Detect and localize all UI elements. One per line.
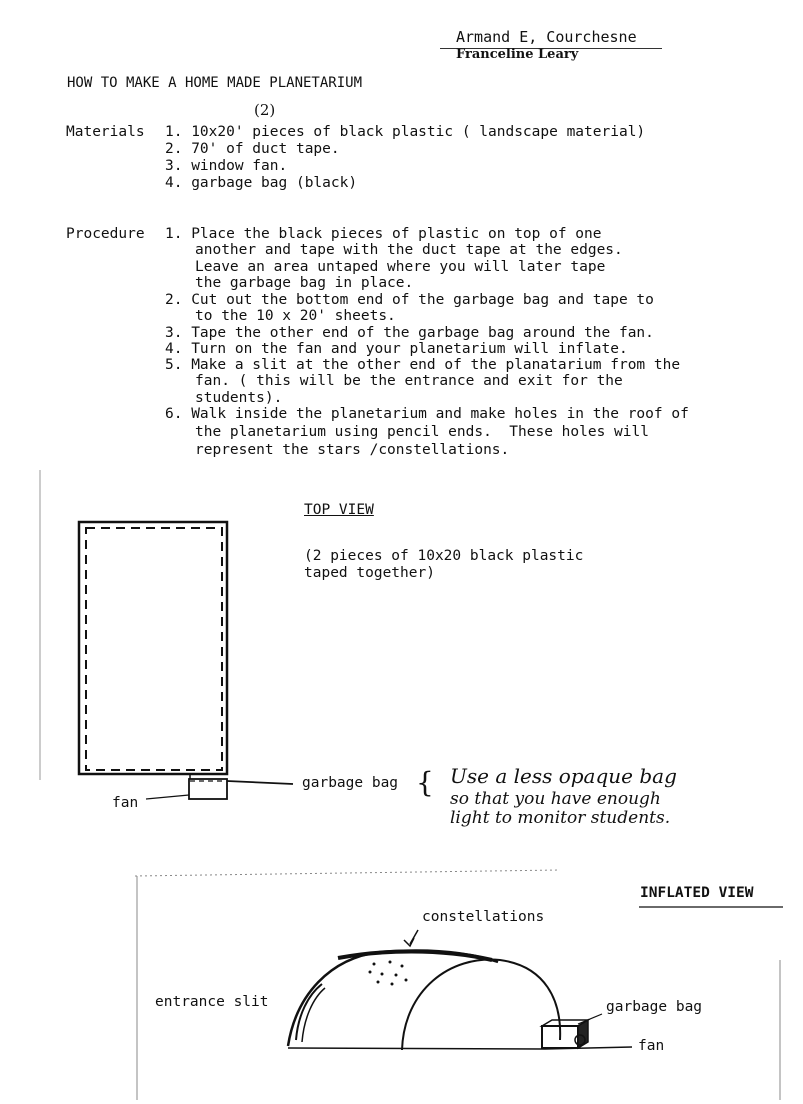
list-item: 4. Turn on the fan and your planetarium will inflate.	[165, 341, 628, 357]
list-item-line: fan. ( this will be the entrance and exit for the	[195, 373, 623, 389]
list-item: 3. Tape the other end of the garbage bag around the fan.	[165, 325, 654, 341]
brace-mark: {	[416, 766, 434, 799]
list-item: 2. 70' of duct tape.	[165, 141, 340, 157]
procedure-label: Procedure	[66, 226, 145, 242]
garbage-bag-label: garbage bag	[606, 999, 703, 1015]
list-item: 1. 10x20' pieces of black plastic ( landscape material)	[165, 124, 646, 140]
list-item: 5. Make a slit at the other end of the planatarium from the	[165, 357, 681, 373]
list-item-line: Leave an area untaped where you will later tape	[195, 259, 606, 275]
handwritten-note-line: Use a less opaque bag	[450, 764, 677, 788]
top-view-caption-line: taped together)	[304, 565, 435, 581]
garbage-bag-label: garbage bag	[302, 775, 399, 791]
list-item-line: the planetarium using pencil ends. These holes will	[195, 424, 649, 440]
fan-label: fan	[112, 795, 139, 811]
materials-label: Materials	[66, 124, 145, 140]
co-author-name: Franceline Leary	[456, 47, 579, 62]
author-name: Armand E, Courchesne	[456, 28, 637, 46]
list-item-line: another and tape with the duct tape at the edges.	[195, 242, 623, 258]
top-view-heading: TOP VIEW	[304, 502, 374, 518]
constellations-label: constellations	[422, 909, 545, 925]
handwritten-note-line: light to monitor students.	[450, 808, 671, 828]
list-item-line: represent the stars /constellations.	[195, 442, 510, 458]
fan-label: fan	[638, 1038, 665, 1054]
list-item: 2. Cut out the bottom end of the garbage bag and tape to	[165, 292, 654, 308]
list-item-line: the garbage bag in place.	[195, 275, 414, 291]
materials-superscript: (2)	[254, 101, 276, 119]
handwritten-note-line: so that you have enough	[450, 789, 661, 809]
inflated-view-heading: INFLATED VIEW	[640, 885, 754, 901]
top-view-caption-line: (2 pieces of 10x20 black plastic	[304, 548, 584, 564]
page-title: HOW TO MAKE A HOME MADE PLANETARIUM	[67, 75, 363, 91]
list-item: 3. window fan.	[165, 158, 288, 174]
list-item: 4. garbage bag (black)	[165, 175, 358, 191]
list-item: 6. Walk inside the planetarium and make holes in the roof of	[165, 406, 689, 422]
entrance-slit-label: entrance slit	[155, 994, 269, 1010]
list-item-line: to the 10 x 20' sheets.	[195, 308, 396, 324]
list-item: 1. Place the black pieces of plastic on top of one	[165, 226, 602, 242]
list-item-line: students).	[195, 390, 283, 406]
